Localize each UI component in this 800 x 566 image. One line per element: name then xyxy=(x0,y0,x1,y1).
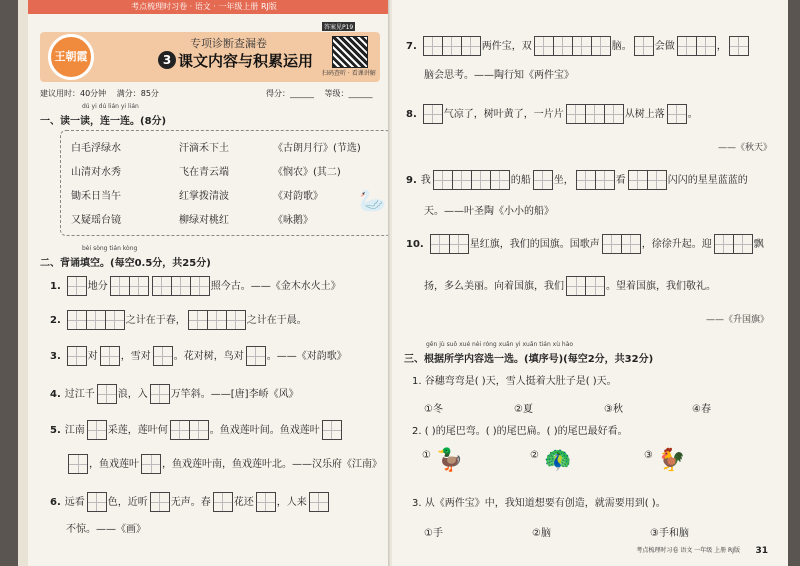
choice-q1-opt2[interactable]: ②夏 xyxy=(514,404,533,415)
q8-source: ——《秋天》 xyxy=(718,143,773,153)
fill-q4: 4. 过江千 浪，入 万竿斜。——[唐]李峤《风》 xyxy=(50,384,299,405)
char-box[interactable] xyxy=(729,36,749,56)
section-2-pinyin: bèi sòng tián kòng xyxy=(82,245,138,252)
fill-q6: 6. 远看 色，近听 无声。春 花还 ，人来 xyxy=(50,492,330,513)
section-2 xyxy=(40,245,211,269)
page-number: 31 xyxy=(755,546,768,556)
section-3-title: 三、根据所学内容选一选。(填序号)(每空2分，共32分) xyxy=(404,354,654,365)
page-title: 课文内容与积累运用 xyxy=(178,52,314,70)
choice-q1[interactable]: 1. 谷穗弯弯是( )天，雪人挺着大肚子是( )天。 xyxy=(412,376,617,387)
duck-icon: 🦆 xyxy=(436,448,464,473)
top-strip: 考点梳理时习卷 · 语文 · 一年级上册 RJ版 xyxy=(18,0,390,14)
char-box[interactable] xyxy=(213,492,233,512)
char-box[interactable] xyxy=(534,36,554,56)
logo: 王朝霞 xyxy=(48,34,94,80)
rooster-icon: 🐓 xyxy=(658,448,686,473)
char-box[interactable] xyxy=(714,234,734,254)
choice-q3-opt1[interactable]: ①手 xyxy=(424,528,443,539)
char-box[interactable] xyxy=(68,454,88,474)
char-box[interactable] xyxy=(423,36,443,56)
char-box[interactable] xyxy=(86,310,106,330)
choice-q2[interactable]: 2. ( )的尾巴弯。( )的尾巴扁。( )的尾巴最好看。 xyxy=(412,426,628,437)
match-left-3[interactable]: 锄禾日当午 xyxy=(71,191,121,202)
char-box[interactable] xyxy=(152,276,172,296)
meta xyxy=(40,88,167,99)
char-box[interactable] xyxy=(585,104,605,124)
q10-source: ——《升国旗》 xyxy=(706,315,770,325)
char-box[interactable] xyxy=(490,170,510,190)
match-right-2[interactable]: 《悯农》(其二) xyxy=(273,167,341,178)
char-box[interactable] xyxy=(647,170,667,190)
char-box[interactable] xyxy=(566,276,586,296)
choice-q2-opt3[interactable]: ③ xyxy=(644,450,653,461)
char-box[interactable] xyxy=(461,36,481,56)
char-box[interactable] xyxy=(171,276,191,296)
char-box[interactable] xyxy=(449,234,469,254)
fill-q5-cont: ，鱼戏莲叶 ，鱼戏莲叶南，鱼戏莲叶北。——汉乐府《江南》 xyxy=(66,454,382,475)
qr-caption: 扫码查听 · 看课讲解 xyxy=(322,70,376,77)
char-box[interactable] xyxy=(67,310,87,330)
choice-q1-opt4[interactable]: ④春 xyxy=(692,404,711,415)
matching-box xyxy=(60,130,392,236)
char-box[interactable] xyxy=(572,36,592,56)
fill-q7: 7. 两件宝，双 脑。 会做 ， xyxy=(406,36,750,57)
fill-q5: 5. 江南 采莲，莲叶何 。鱼戏莲叶间。鱼戏莲叶 xyxy=(50,420,343,441)
char-box[interactable] xyxy=(442,36,462,56)
fill-q7-cont: 脑会思考。——陶行知《两件宝》 xyxy=(424,70,574,81)
side-strip xyxy=(18,0,28,566)
left-page xyxy=(18,0,390,566)
char-box[interactable] xyxy=(628,170,648,190)
char-box[interactable] xyxy=(595,170,615,190)
char-box[interactable] xyxy=(97,384,117,404)
char-box[interactable] xyxy=(150,492,170,512)
char-box[interactable] xyxy=(67,346,87,366)
char-box[interactable] xyxy=(452,170,472,190)
choice-q2-opt2[interactable]: ② xyxy=(530,450,539,461)
char-box[interactable] xyxy=(433,170,453,190)
char-box[interactable] xyxy=(733,234,753,254)
fill-q1: 1. 地分 照今古。——《金木水火土》 xyxy=(50,276,341,297)
char-box[interactable] xyxy=(667,104,687,124)
match-left-1[interactable]: 白毛浮绿水 xyxy=(71,143,121,154)
fill-q9-cont: 天。——叶圣陶《小小的船》 xyxy=(424,206,554,217)
char-box[interactable] xyxy=(67,276,87,296)
section-1-pinyin: dú yi dú lián yi lián xyxy=(82,103,139,110)
char-box[interactable] xyxy=(585,276,605,296)
char-box[interactable] xyxy=(150,384,170,404)
char-box[interactable] xyxy=(188,310,208,330)
char-box[interactable] xyxy=(189,420,209,440)
char-box[interactable] xyxy=(87,420,107,440)
choice-q1-opt3[interactable]: ③秋 xyxy=(604,404,623,415)
match-left-4[interactable]: 又疑瑶台镜 xyxy=(71,215,121,226)
char-box[interactable] xyxy=(246,346,266,366)
peacock-icon: 🦚 xyxy=(544,448,572,473)
char-box[interactable] xyxy=(309,492,329,512)
match-mid-1[interactable]: 汗滴禾下土 xyxy=(179,143,229,154)
footer-text: 考点梳理时习卷 语文 一年级 上册 RJ版 xyxy=(636,547,740,554)
choice-q3[interactable]: 3. 从《两件宝》中，我知道想要有创造，就需要用到( )。 xyxy=(412,498,666,509)
match-mid-3[interactable]: 红掌拨清波 xyxy=(179,191,229,202)
qr-code-icon[interactable] xyxy=(332,36,368,68)
char-box[interactable] xyxy=(634,36,654,56)
fill-q2: 2. 之计在于春， 之计在于晨。 xyxy=(50,310,307,331)
fill-q10-cont: 扬，多么美丽。向着国旗，我们 。望着国旗，我们敬礼。 xyxy=(424,276,716,297)
banner-subtitle: 专项诊断查漏卷 xyxy=(190,37,267,50)
match-right-3[interactable]: 《对韵歌》 xyxy=(273,191,323,202)
char-box[interactable] xyxy=(110,276,130,296)
title-banner xyxy=(40,24,380,82)
fill-q6-cont: 不惊。——《画》 xyxy=(66,524,146,535)
choice-q3-opt2[interactable]: ②脑 xyxy=(532,528,551,539)
choice-q1-opt1[interactable]: ①冬 xyxy=(424,404,443,415)
score-fields: 得分：______ 等级：______ xyxy=(266,89,373,98)
choice-q2-opt1[interactable]: ① xyxy=(422,450,431,461)
char-box[interactable] xyxy=(170,420,190,440)
section-1-title: 一、读一读，连一连。(8分) xyxy=(40,116,167,127)
match-mid-2[interactable]: 飞在青云端 xyxy=(179,167,229,178)
match-mid-4[interactable]: 柳绿对桃红 xyxy=(179,215,229,226)
char-box[interactable] xyxy=(533,170,553,190)
match-left-2[interactable]: 山清对水秀 xyxy=(71,167,121,178)
char-box[interactable] xyxy=(207,310,227,330)
banner-number: 3 xyxy=(158,51,176,69)
char-box[interactable] xyxy=(105,310,125,330)
char-box[interactable] xyxy=(677,36,697,56)
char-box[interactable] xyxy=(566,104,586,124)
char-box[interactable] xyxy=(256,492,276,512)
full-score: 满分：85分 xyxy=(116,89,159,98)
char-box[interactable] xyxy=(591,36,611,56)
goose-icon: 🦢 xyxy=(359,189,387,214)
char-box[interactable] xyxy=(322,420,342,440)
char-box[interactable] xyxy=(153,346,173,366)
char-box[interactable] xyxy=(576,170,596,190)
grade-label: 等级： xyxy=(324,89,349,98)
suggested-time: 建议用时：40分钟 xyxy=(40,89,107,98)
right-page xyxy=(392,0,788,566)
section-2-title: 二、背诵填空。(每空0.5分，共25分) xyxy=(40,258,211,269)
score-label: 得分： xyxy=(266,89,290,98)
answer-ref: 答案见P19 xyxy=(324,24,354,31)
char-box[interactable] xyxy=(226,310,246,330)
char-box[interactable] xyxy=(471,170,491,190)
char-box[interactable] xyxy=(602,234,622,254)
char-box[interactable] xyxy=(141,454,161,474)
match-right-4[interactable]: 《咏鹅》 xyxy=(273,215,313,226)
char-box[interactable] xyxy=(696,36,716,56)
section-3-pinyin: gēn jù suǒ xué nèi róng xuǎn yi xuǎn tián xù hào xyxy=(426,341,574,348)
char-box[interactable] xyxy=(621,234,641,254)
char-box[interactable] xyxy=(423,104,443,124)
fill-q8: 8. 气凉了，树叶黄了，一片片 从树上落 。 xyxy=(406,104,698,125)
char-box[interactable] xyxy=(100,346,120,366)
section-1 xyxy=(40,103,167,127)
fill-q10: 10. 星红旗，我们的国旗。国歌声 ，徐徐升起。迎 飘 xyxy=(406,234,764,255)
char-box[interactable] xyxy=(553,36,573,56)
char-box[interactable] xyxy=(190,276,210,296)
choice-q3-opt3[interactable]: ③手和脑 xyxy=(650,528,689,539)
char-box[interactable] xyxy=(430,234,450,254)
match-right-1[interactable]: 《古朗月行》(节选) xyxy=(273,143,361,154)
char-box[interactable] xyxy=(87,492,107,512)
char-box[interactable] xyxy=(604,104,624,124)
fill-q3: 3. 对 ，雪对 。花对树，鸟对 。——《对韵歌》 xyxy=(50,346,347,367)
char-box[interactable] xyxy=(129,276,149,296)
fill-q9: 9. 我 的船 坐， 看 闪闪的星星蓝蓝的 xyxy=(406,170,748,191)
section-3 xyxy=(404,341,654,365)
